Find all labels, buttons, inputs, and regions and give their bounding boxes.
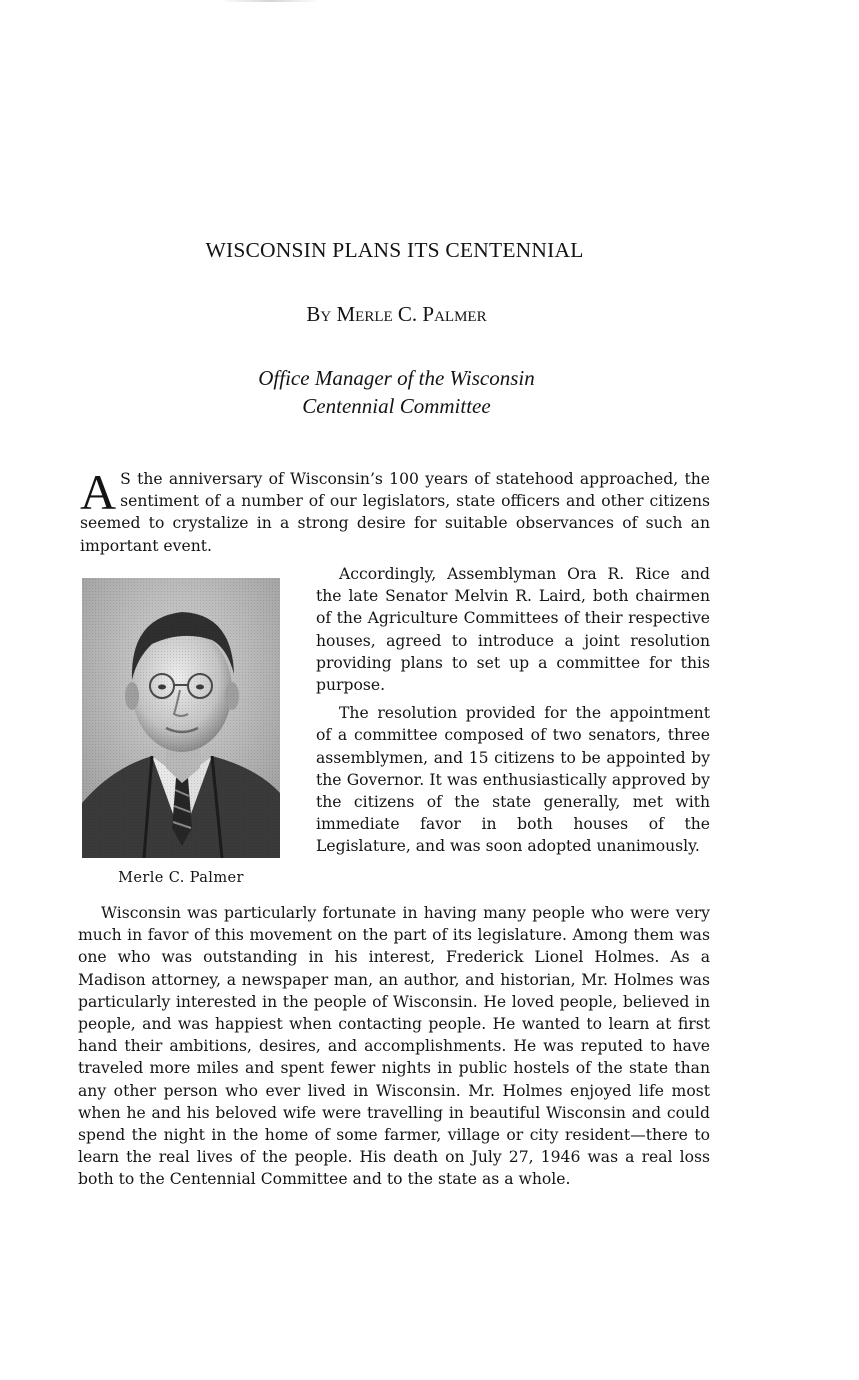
article-byline: By Merle C. Palmer	[306, 302, 487, 326]
paragraph-accordingly: Accordingly, Assemblyman Ora R. Rice and the late Senator Melvin R. Laird, both chairmen of the Agriculture Committees of their respective houses, agreed to introduce a joint resolution providing plans to set up a committee for this purpose.	[316, 565, 710, 695]
portrait-image	[82, 578, 280, 858]
paragraph-resolution: The resolution provided for the appointment of a committee composed of two senators, three assemblymen, and 15 citizens to be appointed by the Governor. It was enthusiastically approved by the citizens of the state generally, met with immediate favor in both houses of the Legislature, and was soon adopted unanimously.	[316, 704, 710, 856]
article-title: WISCONSIN PLANS ITS CENTENNIAL	[205, 238, 584, 262]
intro-text: S the anniversary of Wisconsin’s 100 years of statehood approached, the sentiment of a number of our legislators, state officers and other citizens seemed to crystalize in a strong desire for suitable observances of such an important event.	[80, 470, 710, 555]
drop-cap: A	[80, 464, 117, 520]
paragraph-holmes: Wisconsin was particularly fortunate in having many people who were very much in favor of this movement on the part of its legislature. Among them was one who was outstanding in his interest, Frederick Lionel Holmes. As a Madison attorney, a newspaper man, an author, and historian, Mr. Holmes was particularly interested in the people of Wisconsin. He loved people, believed in people, and was happiest when contacting people. He wanted to learn at first hand their ambitions, desires, and accomplishments. He was reputed to have traveled more miles and spent fewer nights in public hostels of the state than any other person who ever lived in Wisconsin. Mr. Holmes enjoyed life most when he and his beloved wife were travelling in beautiful Wisconsin and could spend the night in the home of some farmer, village or city resident—there to learn the real lives of the people. His death on July 27, 1946 was a real loss both to the Centennial Committee and to the state as a whole.	[78, 904, 710, 1189]
author-affiliation	[0, 364, 793, 420]
affiliation-line-1: Office Manager of the Wisconsin	[258, 366, 535, 390]
wrapped-text-column	[316, 563, 710, 858]
intro-paragraph	[80, 464, 710, 557]
photo-caption: Merle C. Palmer	[118, 870, 244, 886]
affiliation-line-2: Centennial Committee	[302, 394, 491, 418]
scan-smudge	[220, 0, 320, 2]
author-portrait-photo	[82, 578, 280, 858]
